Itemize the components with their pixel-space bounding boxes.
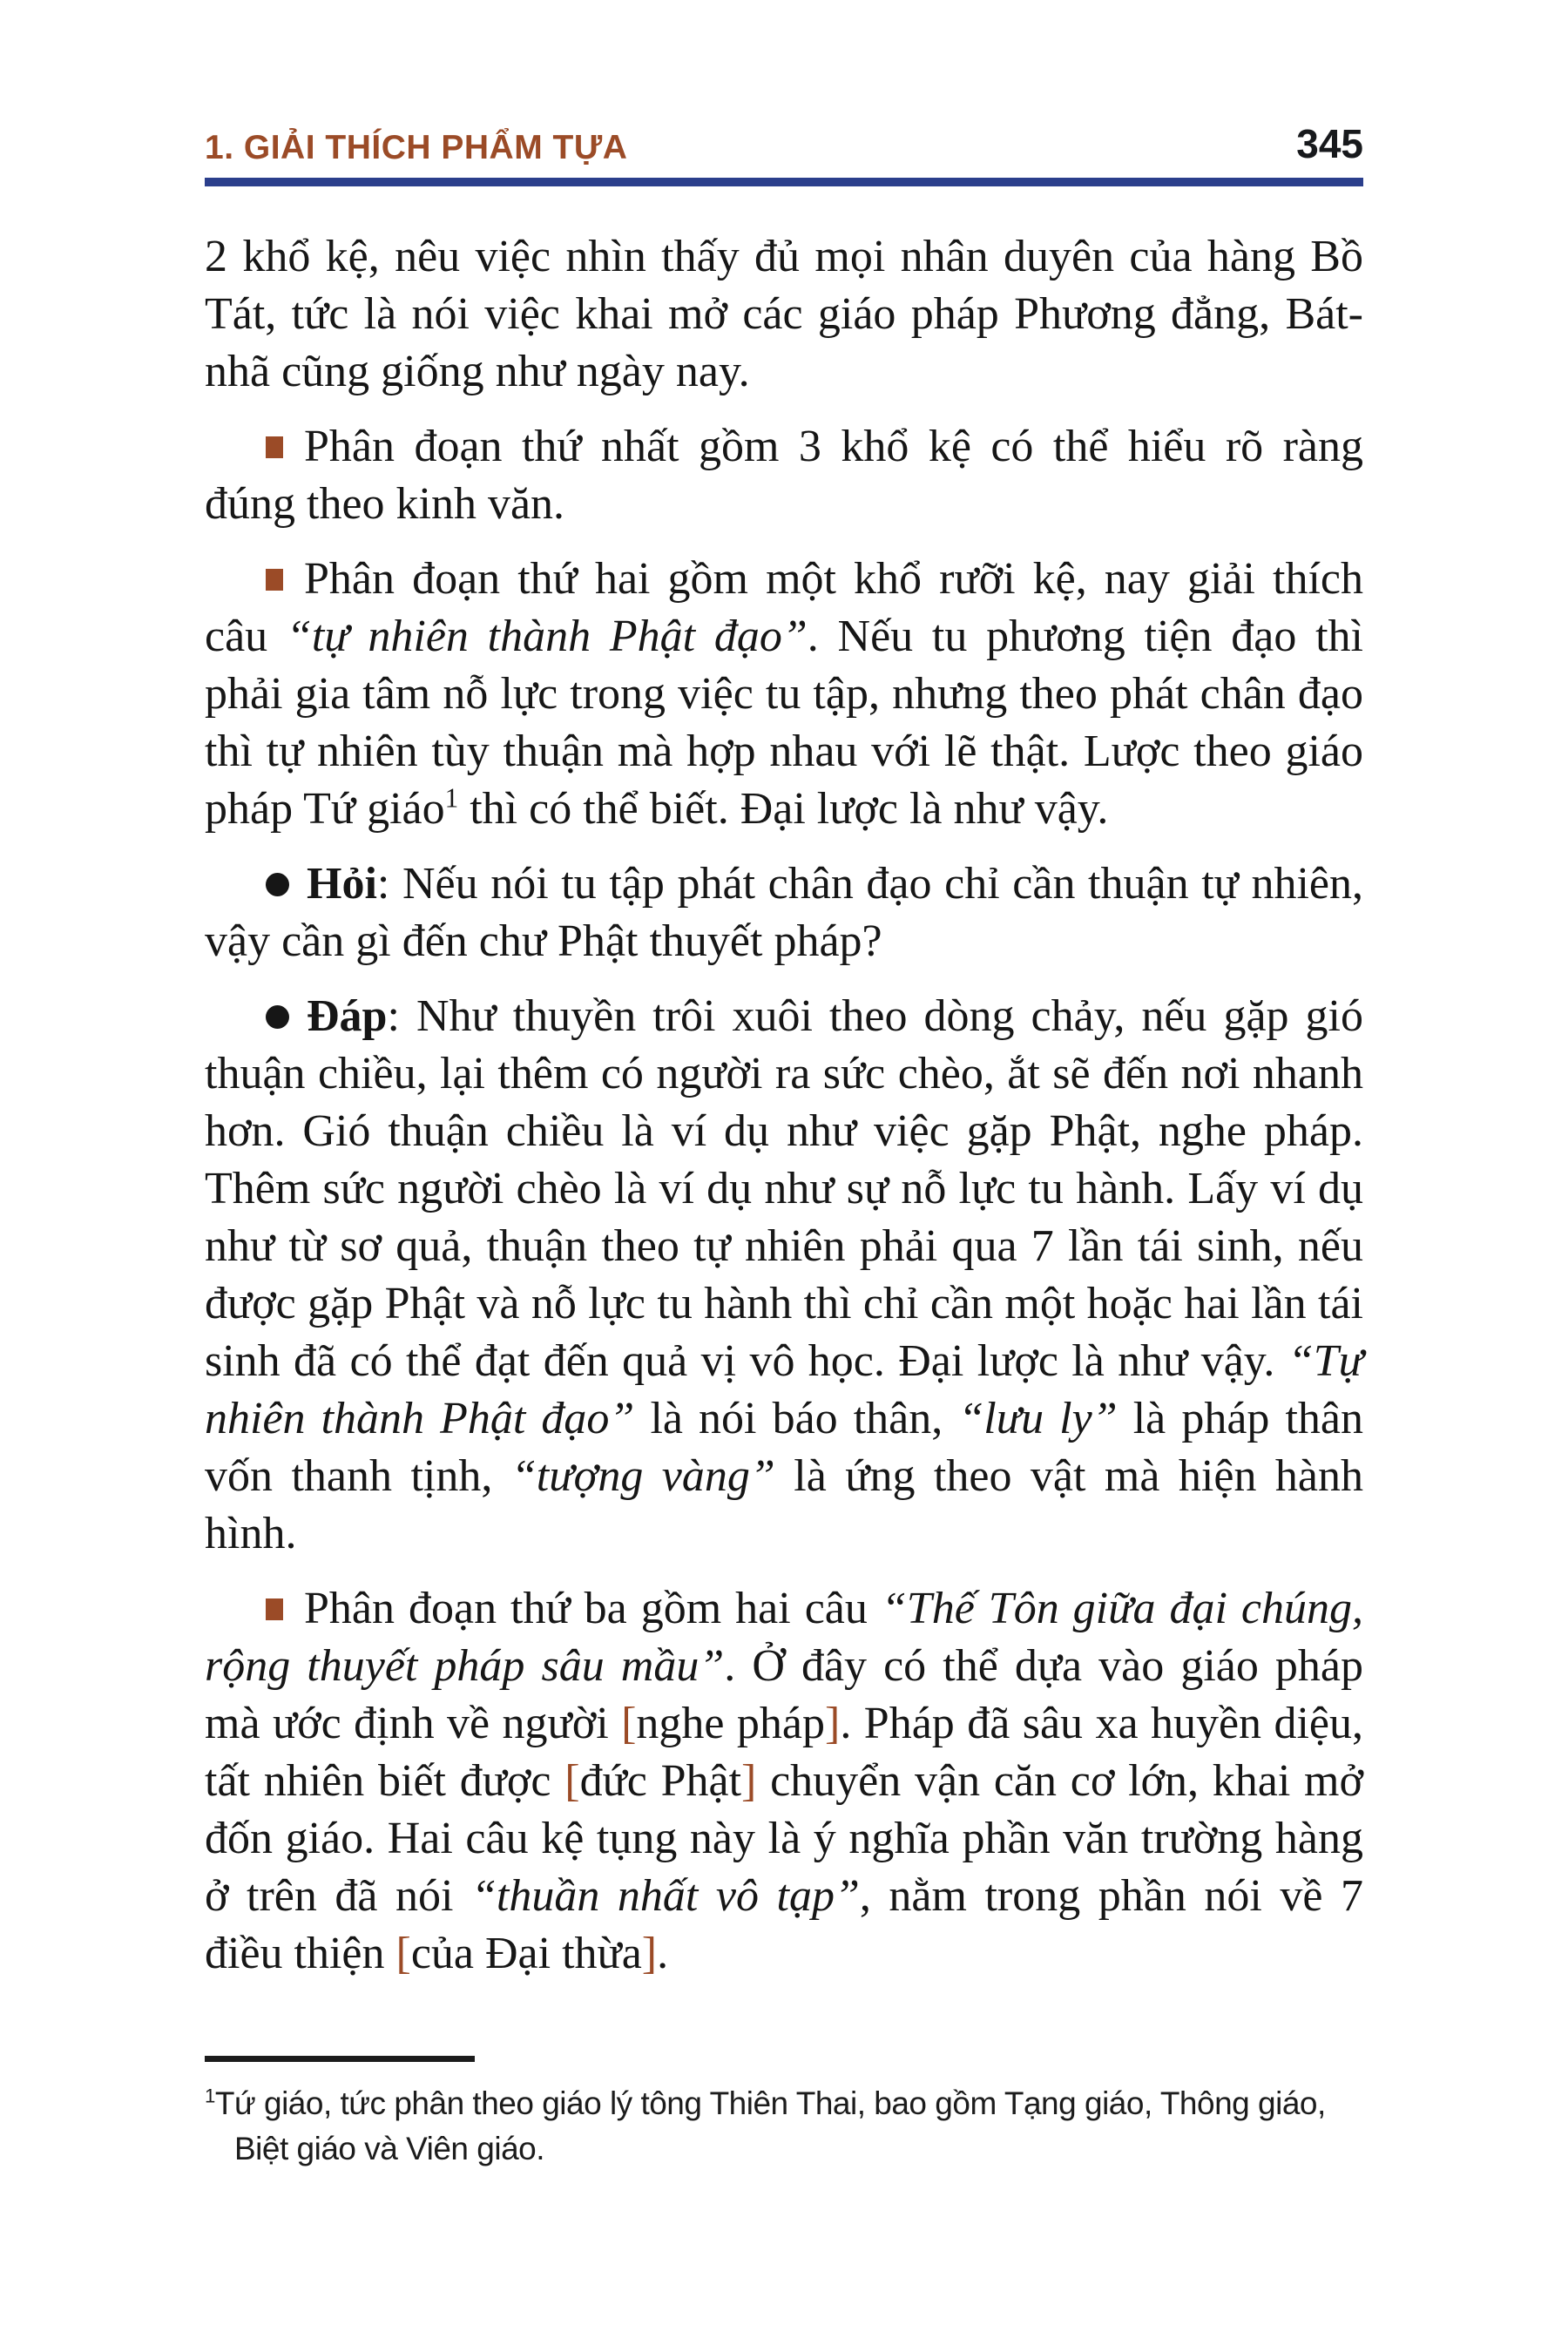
dot-bullet-icon <box>266 873 289 896</box>
paragraph <box>205 1580 1363 1983</box>
text-run: chuyển vận căn cơ lớn, khai mở đốn giáo. Hai câu kệ tụng này là ý nghĩa phần văn trường hàng ở trên đã nói <box>205 1756 1363 1921</box>
text-run: là nói báo thân, <box>634 1394 959 1443</box>
page-header <box>205 120 1363 186</box>
square-bullet-icon <box>266 1598 283 1620</box>
text-run: đức Phật <box>579 1756 742 1806</box>
text-run: nghe pháp <box>636 1699 826 1748</box>
text-run-italic: “tự nhiên thành Phật đạo” <box>286 612 808 661</box>
page-number: 345 <box>1296 121 1363 166</box>
square-bullet-icon <box>266 569 283 591</box>
paragraph <box>205 551 1363 838</box>
page-body <box>205 228 1363 2000</box>
footnote-section <box>205 2056 1363 2172</box>
text-run: : Như thuyền trôi xuôi theo dòng chảy, nếu gặp gió thuận chiều, lại thêm có người ra sức chèo, ắt sẽ đến nơi nhanh hơn. Gió thuận chiều là ví dụ như việc gặp Phật, nghe pháp. Thêm sức người chèo là ví dụ như sự nỗ lực tu hành. Lấy ví dụ như từ sơ quả, thuận theo tự nhiên phải qua 7 lần tái sinh, nếu được gặp Phật và nỗ lực tu hành thì chỉ cần một hoặc hai lần tái sinh đã có thể đạt đến quả vị vô học. Đại lược là như vậy. <box>205 991 1363 1386</box>
paragraph <box>205 855 1363 970</box>
footnote-marker: 1 <box>205 2085 215 2107</box>
text-run: Phân đoạn thứ nhất gồm 3 khổ kệ có thể hiểu rõ ràng đúng theo kinh văn. <box>205 422 1363 529</box>
header-row <box>205 120 1363 167</box>
text-run-bracket: ] <box>741 1756 757 1806</box>
text-run: Phân đoạn thứ ba gồm hai câu <box>304 1584 882 1633</box>
running-head: 1. GIẢI THÍCH PHẨM TỰA <box>205 129 628 166</box>
text-run-bracket: ] <box>641 1929 658 1978</box>
paragraph <box>205 228 1363 401</box>
text-run-italic: “lưu ly” <box>958 1394 1118 1443</box>
text-run-bold: Đáp <box>307 991 388 1041</box>
text-run: . Nếu tu phương tiện đạo thì phải gia tâm nỗ lực trong việc tu tập, nhưng theo phát chân đạo thì tự nhiên tùy thuận mà hợp nhau với lẽ thật. Lược theo giáo pháp Tứ giáo <box>205 612 1363 834</box>
text-run-bracket: [ <box>395 1929 411 1978</box>
footnote-text: Tứ giáo, tức phân theo giáo lý tông Thiên Thai, bao gồm Tạng giáo, Thông giáo, Biệt giáo và Viên giáo. <box>214 2085 1326 2166</box>
text-run-bold: Hỏi <box>307 859 377 909</box>
text-run: của Đại thừa <box>410 1929 642 1978</box>
text-run-sup: 1 <box>444 782 459 814</box>
footnote <box>205 2081 1363 2172</box>
text-run: là pháp thân vốn thanh tịnh, <box>205 1394 1364 1501</box>
dot-bullet-icon <box>266 1005 289 1029</box>
text-run: : Nếu nói tu tập phát chân đạo chỉ cần thuận tự nhiên, vậy cần gì đến chư Phật thuyết pháp? <box>205 859 1363 966</box>
text-run-bracket: [ <box>564 1756 580 1806</box>
text-run: 2 khổ kệ, nêu việc nhìn thấy đủ mọi nhân duyên của hàng Bồ Tát, tức là nói việc khai mở các giáo pháp Phương đẳng, Bát-nhã cũng giống như ngày nay. <box>205 232 1363 396</box>
text-run: là ứng theo vật mà hiện hành hình. <box>205 1451 1363 1558</box>
paragraph <box>205 988 1363 1563</box>
text-run: Phân đoạn thứ hai gồm một khổ rưỡi kệ, nay giải thích câu <box>205 554 1363 661</box>
header-rule <box>205 178 1363 186</box>
text-run: . Pháp đã sâu xa huyền diệu, tất nhiên biết được <box>205 1699 1363 1806</box>
text-run-bracket: ] <box>825 1699 841 1748</box>
text-run-bracket: [ <box>621 1699 637 1748</box>
text-run-italic: “Tự nhiên thành Phật đạo” <box>205 1336 1363 1443</box>
text-run-italic: “thuần nhất vô tạp” <box>471 1871 860 1921</box>
text-run-italic: “tượng vàng” <box>510 1451 775 1501</box>
text-run-italic: “Thế Tôn giữa đại chúng, rộng thuyết pháp sâu mầu” <box>205 1584 1363 1691</box>
paragraph <box>205 418 1363 533</box>
text-run: , nằm trong phần nói về 7 điều thiện <box>205 1871 1363 1978</box>
text-run: thì có thể biết. Đại lược là như vậy. <box>458 784 1109 834</box>
text-run: . Ở đây có thể dựa vào giáo pháp mà ước định về người <box>205 1641 1363 1748</box>
text-run: . <box>657 1929 669 1978</box>
square-bullet-icon <box>266 436 283 458</box>
footnote-separator <box>205 2056 475 2062</box>
